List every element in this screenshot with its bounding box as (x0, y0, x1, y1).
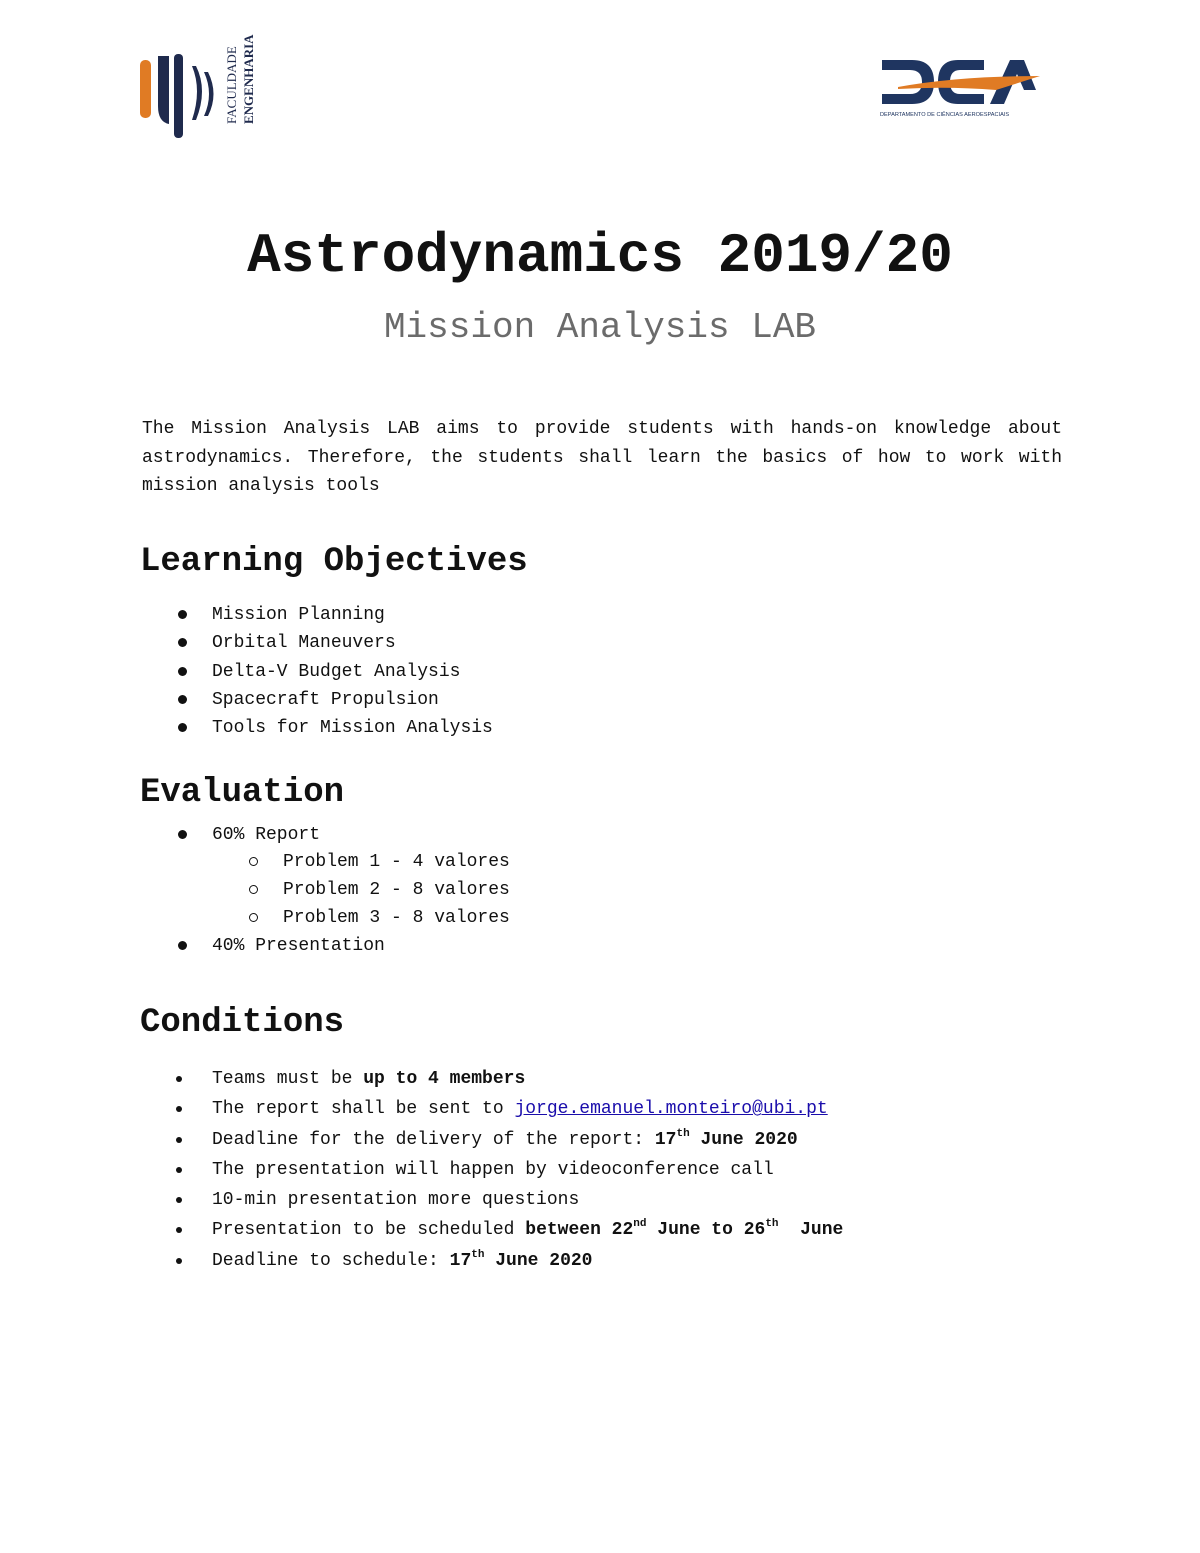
bullet-icon (176, 1258, 182, 1264)
list-item: Mission Planning (0, 601, 493, 629)
ubi-engenharia-logo (140, 34, 260, 138)
bullet-icon (178, 695, 187, 704)
conditions-heading: Conditions (140, 1004, 345, 1042)
bullet-icon (178, 667, 187, 676)
list-item: Problem 1 - 4 valores (0, 848, 510, 876)
circle-bullet-icon (249, 885, 258, 894)
intro-paragraph: The Mission Analysis LAB aims to provide students with hands-on knowledge about astrodynamics. Therefore, the students shall learn the basics of how to work with mission analysis tools (142, 419, 1062, 496)
bullet-icon (178, 723, 187, 732)
page-subtitle: Mission Analysis LAB (383, 307, 817, 348)
bullet-icon (176, 1167, 182, 1173)
objectives-heading: Learning Objectives (140, 543, 528, 581)
list-item: Problem 2 - 8 valores (0, 876, 510, 904)
bullet-icon (176, 1137, 182, 1143)
bullet-icon (176, 1197, 182, 1203)
email-link[interactable]: jorge.emanuel.monteiro@ubi.pt (514, 1099, 828, 1120)
logo-caption: DEPARTAMENTO DE CIÊNCIAS AEROESPACIAIS (880, 112, 1010, 118)
bullet-icon (176, 1076, 182, 1082)
bullet-icon (178, 638, 187, 647)
list-item: Deadline for the delivery of the report: 17th June 2020 (0, 1125, 843, 1155)
list-item: Problem 3 - 8 valores (0, 904, 510, 932)
list-item: 60% Report (0, 822, 510, 848)
list-item: Spacecraft Propulsion (0, 686, 493, 714)
list-item: Delta-V Budget Analysis (0, 658, 493, 686)
list-item: Tools for Mission Analysis (0, 714, 493, 742)
logo-text-engenharia: ENGENHARIA (241, 34, 256, 124)
circle-bullet-icon (249, 857, 258, 866)
page-title: Astrodynamics 2019/20 (247, 224, 953, 288)
bullet-icon (178, 610, 187, 619)
circle-bullet-icon (249, 913, 258, 922)
bullet-icon (178, 941, 187, 950)
bullet-icon (176, 1106, 182, 1112)
evaluation-list (0, 822, 510, 960)
evaluation-heading: Evaluation (140, 774, 345, 812)
conditions-list (0, 1064, 843, 1276)
list-item: Deadline to schedule: 17th June 2020 (0, 1246, 843, 1276)
list-item: The report shall be sent to jorge.emanuel.monteiro@ubi.pt (0, 1094, 843, 1124)
bullet-icon (176, 1227, 182, 1233)
bullet-icon (178, 830, 187, 839)
list-item: 40% Presentation (0, 932, 510, 960)
dca-logo (878, 56, 1042, 120)
list-item: The presentation will happen by videoconference call (0, 1155, 843, 1185)
list-item: Teams must be up to 4 members (0, 1064, 843, 1094)
list-item: Presentation to be scheduled between 22nd June to 26th June (0, 1215, 843, 1245)
objectives-list (0, 601, 493, 742)
list-item: 10-min presentation more questions (0, 1185, 843, 1215)
logo-text-faculdade: FACULDADE (224, 46, 239, 124)
list-item: Orbital Maneuvers (0, 629, 493, 657)
